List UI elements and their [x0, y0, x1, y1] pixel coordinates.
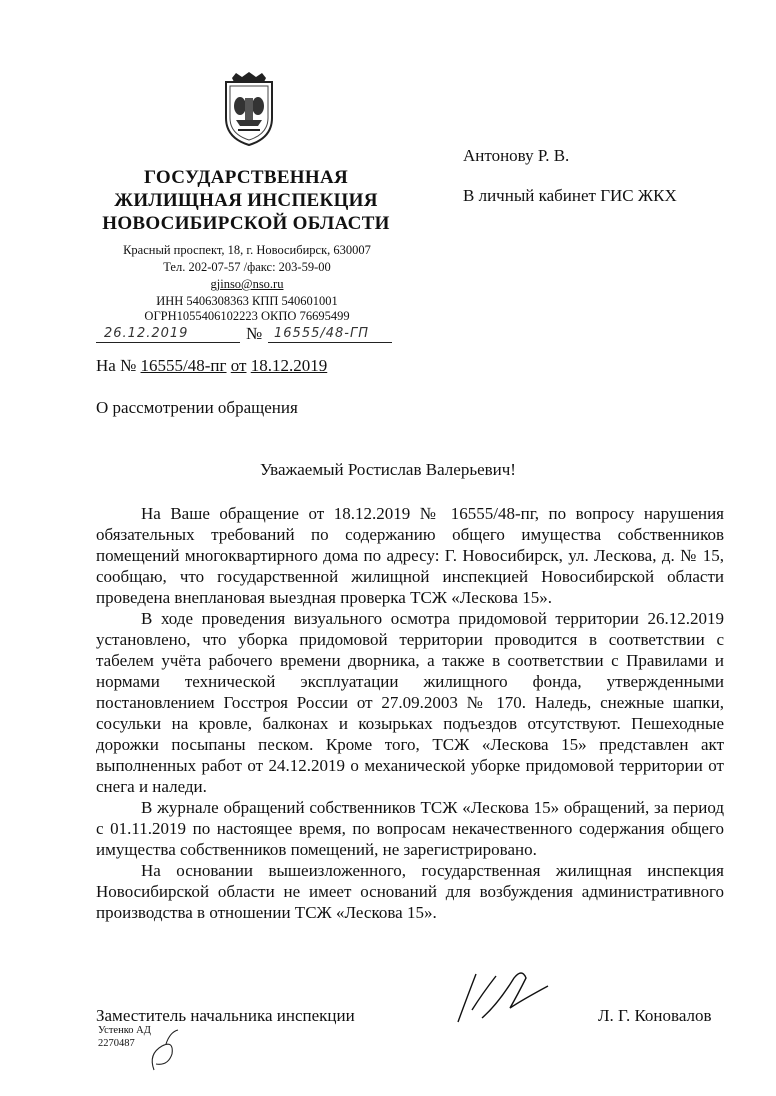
- reference-number: 16555/48-пг: [140, 356, 227, 375]
- org-ogrn-okpo: ОГРН1055406102223 ОКПО 76695499: [144, 309, 350, 323]
- reference-mid: от: [230, 356, 247, 375]
- registration-number-line: [268, 342, 392, 343]
- registration-date-line: [96, 342, 240, 343]
- letter-body: [96, 503, 724, 923]
- registration-number-handwritten: 16555/48-ГП: [274, 326, 369, 341]
- letter-greeting: Уважаемый Ростислав Валерьевич!: [260, 460, 516, 479]
- signature-name: Л. Г. Коновалов: [598, 1006, 712, 1025]
- body-paragraph-2: В ходе проведения визуального осмотра придомовой территории 26.12.2019 установлено, что уборка придомовой территории проводится в соответствии с табелем учёта рабочего времени дворника, а также в соответствии с Правилами и нормами технической эксплуатации жилищного фонда, утвержденными постановлением Госстроя России от 27.09.2003 № 170. Наледь, снежные шапки, сосульки на кровле, балконах и козырьках подъездов отсутствуют. Пешеходные дорожки посыпаны песком. Кроме того, ТСЖ «Лескова 15» представлен акт выполненных работ от 24.12.2019 о механической уборке придомовой территории от снега и наледи.: [96, 609, 724, 796]
- handwritten-signature: [452, 964, 562, 1031]
- body-paragraph-4: На основании вышеизложенного, государственная жилищная инспекция Новосибирской области не имеет оснований для возбуждения административного производства в отношении ТСЖ «Лескова 15».: [96, 861, 724, 922]
- org-phone: Тел. 202-07-57 /факс: 203-59-00: [163, 260, 331, 274]
- letter-subject: О рассмотрении обращения: [96, 398, 298, 417]
- reference-date: 18.12.2019: [250, 356, 328, 375]
- org-email-link[interactable]: gjinso@nso.ru: [210, 277, 284, 291]
- executor-initials-scribble: [144, 1024, 194, 1079]
- reference-prefix: На №: [96, 356, 137, 375]
- reference-line: [96, 356, 327, 376]
- body-paragraph-1: На Ваше обращение от 18.12.2019 № 16555/48-пг, по вопросу нарушения обязательных требований по содержанию общего имущества собственников помещений многоквартирного дома по адресу: Г. Новосибирск, ул. Лескова, д. № 15, сообщаю, что государственной жилищной инспекцией Новосибирской области проведена внеплановая выездная проверка ТСЖ «Лескова 15».: [96, 504, 724, 607]
- executor-name: Устенко АД: [98, 1025, 151, 1036]
- coat-of-arms-emblem: [218, 72, 280, 148]
- org-name-line-3: НОВОСИБИРСКОЙ ОБЛАСТИ: [102, 213, 390, 234]
- org-email-wrap: [92, 276, 402, 293]
- signature-title: Заместитель начальника инспекции: [96, 1006, 355, 1025]
- org-address: Красный проспект, 18, г. Новосибирск, 630007: [123, 243, 371, 257]
- body-paragraph-3: В журнале обращений собственников ТСЖ «Лескова 15» обращений, за период с 01.11.2019 по настоящее время, по вопросам некачественного содержания общего имущества собственников помещений, не зарегистрировано.: [96, 798, 724, 859]
- recipient-name: Антонову Р. В.: [463, 146, 570, 165]
- registration-number-sign: №: [246, 324, 263, 343]
- org-name-line-2: ЖИЛИЩНАЯ ИНСПЕКЦИЯ: [114, 190, 378, 211]
- recipient-channel: В личный кабинет ГИС ЖКХ: [463, 186, 677, 205]
- executor-phone: 2270487: [98, 1038, 135, 1049]
- org-inn-kpp: ИНН 5406308363 КПП 540601001: [156, 294, 338, 308]
- org-name-line-1: ГОСУДАРСТВЕННАЯ: [144, 167, 348, 188]
- registration-date-handwritten: 26.12.2019: [104, 326, 189, 341]
